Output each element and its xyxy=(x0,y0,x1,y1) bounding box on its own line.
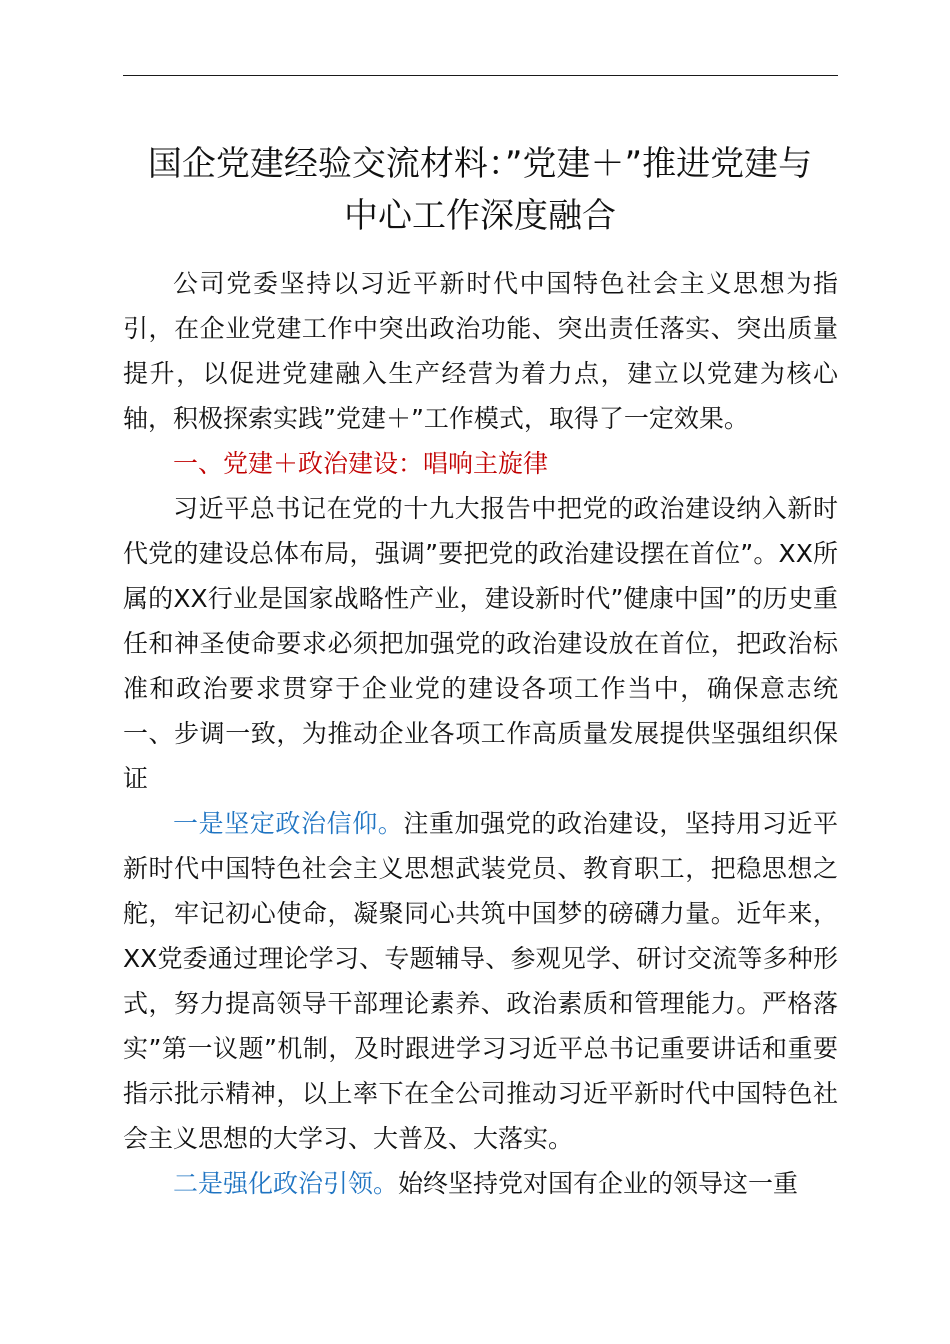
section-1-paragraph: 习近平总书记在党的十九大报告中把党的政治建设纳入新时代党的建设总体布局，强调”要把党的政治建设摆在首位”。XX所属的XX行业是国家战略性产业，建设新时代”健康中国”的历史重任和神圣使命要求必须把加强党的政治建设放在首位，把政治标准和政治要求贯穿于企业党的建设各项工作当中，确保意志统一、步调一致，为推动企业各项工作高质量发展提供坚强组织保证 xyxy=(123,494,838,793)
point-1-paragraph xyxy=(123,801,838,1161)
header-rule xyxy=(123,75,838,76)
document-title xyxy=(110,138,850,242)
point-2-body: 始终坚持党对国有企业的领导这一重 xyxy=(398,1169,799,1198)
point-1-lead: 一是坚定政治信仰。 xyxy=(173,809,404,838)
title-line-1: 国企党建经验交流材料：”党建＋”推进党建与 xyxy=(147,144,813,184)
section-1-heading: 一、党建＋政治建设：唱响主旋律 xyxy=(173,449,549,478)
point-2-paragraph xyxy=(123,1161,838,1206)
title-line-2: 中心工作深度融合 xyxy=(344,196,616,236)
document-body xyxy=(123,261,838,1206)
point-1-body: 注重加强党的政治建设，坚持用习近平新时代中国特色社会主义思想武装党员、教育职工，把稳思想之舵，牢记初心使命，凝聚同心共筑中国梦的磅礴力量。近年来，XX党委通过理论学习、专题辅导、参观见学、研讨交流等多种形式，努力提高领导干部理论素养、政治素质和管理能力。严格落实”第一议题”机制，及时跟进学习习近平总书记重要讲话和重要指示批示精神，以上率下在全公司推动习近平新时代中国特色社会主义思想的大学习、大普及、大落实。 xyxy=(123,809,838,1153)
intro-paragraph: 公司党委坚持以习近平新时代中国特色社会主义思想为指引，在企业党建工作中突出政治功能、突出责任落实、突出质量提升，以促进党建融入生产经营为着力点，建立以党建为核心轴，积极探索实践”党建＋”工作模式，取得了一定效果。 xyxy=(123,269,838,433)
point-2-lead: 二是强化政治引领。 xyxy=(173,1169,399,1198)
